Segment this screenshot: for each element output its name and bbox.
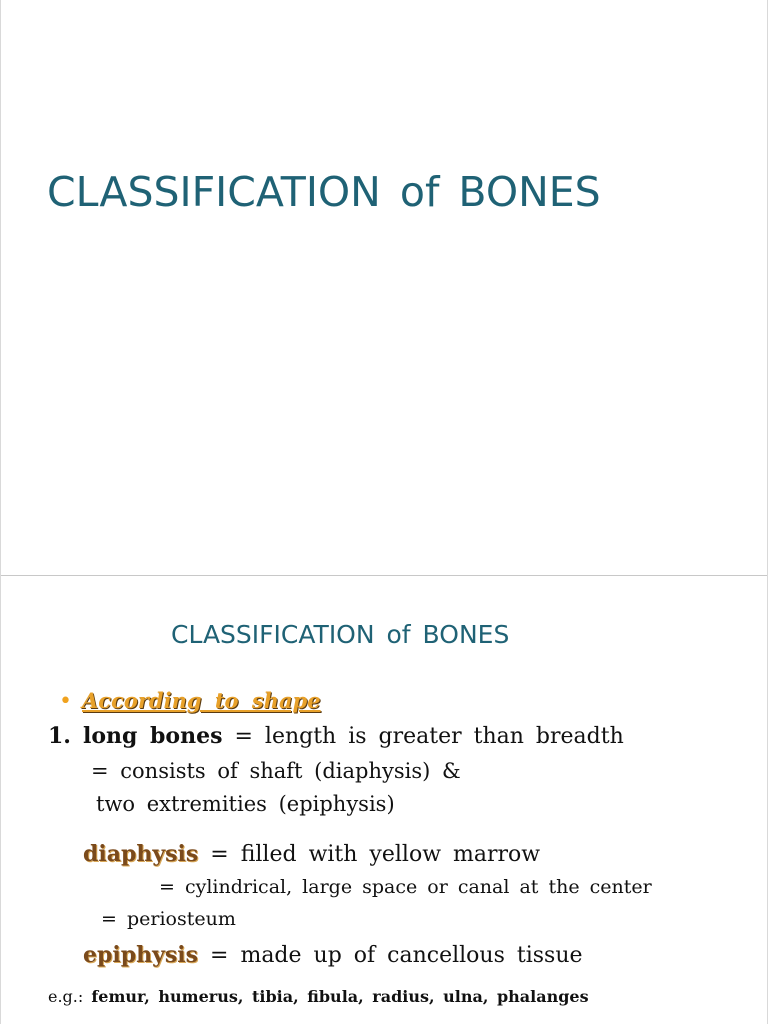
- epiphysis-term: epiphysis: [83, 942, 199, 968]
- diaphysis-term: diaphysis: [83, 841, 199, 867]
- long-bones-line-2: = consists of shaft (diaphysis) &: [91, 759, 461, 783]
- examples-prefix: e.g.:: [48, 987, 84, 1006]
- bullet-shape: [59, 688, 321, 714]
- long-bones-definition: = length is greater than breadth: [234, 724, 624, 749]
- examples-line: [48, 987, 589, 1006]
- diaphysis-line-3: = periosteum: [101, 908, 236, 930]
- diaphysis-line: [83, 841, 540, 867]
- slide-2-title: CLASSIFICATION of BONES: [171, 620, 510, 649]
- slide-1: [1, 0, 767, 575]
- slide-1-title: CLASSIFICATION of BONES: [47, 168, 601, 216]
- diaphysis-definition: = filled with yellow marrow: [210, 842, 541, 867]
- epiphysis-line: [83, 942, 583, 968]
- long-bones-number: 1.: [48, 723, 71, 749]
- examples-list: femur, humerus, tibia, fibula, radius, ulna, phalanges: [91, 987, 589, 1006]
- shape-heading: According to shape: [81, 688, 321, 713]
- long-bones-line: [48, 723, 624, 749]
- diaphysis-line-2: = cylindrical, large space or canal at the center: [159, 876, 652, 898]
- bullet-icon: •: [59, 689, 72, 714]
- epiphysis-definition: = made up of cancellous tissue: [210, 943, 583, 968]
- long-bones-term: long bones: [82, 723, 223, 749]
- long-bones-line-3: two extremities (epiphysis): [96, 792, 395, 816]
- slide-2: [1, 576, 767, 1024]
